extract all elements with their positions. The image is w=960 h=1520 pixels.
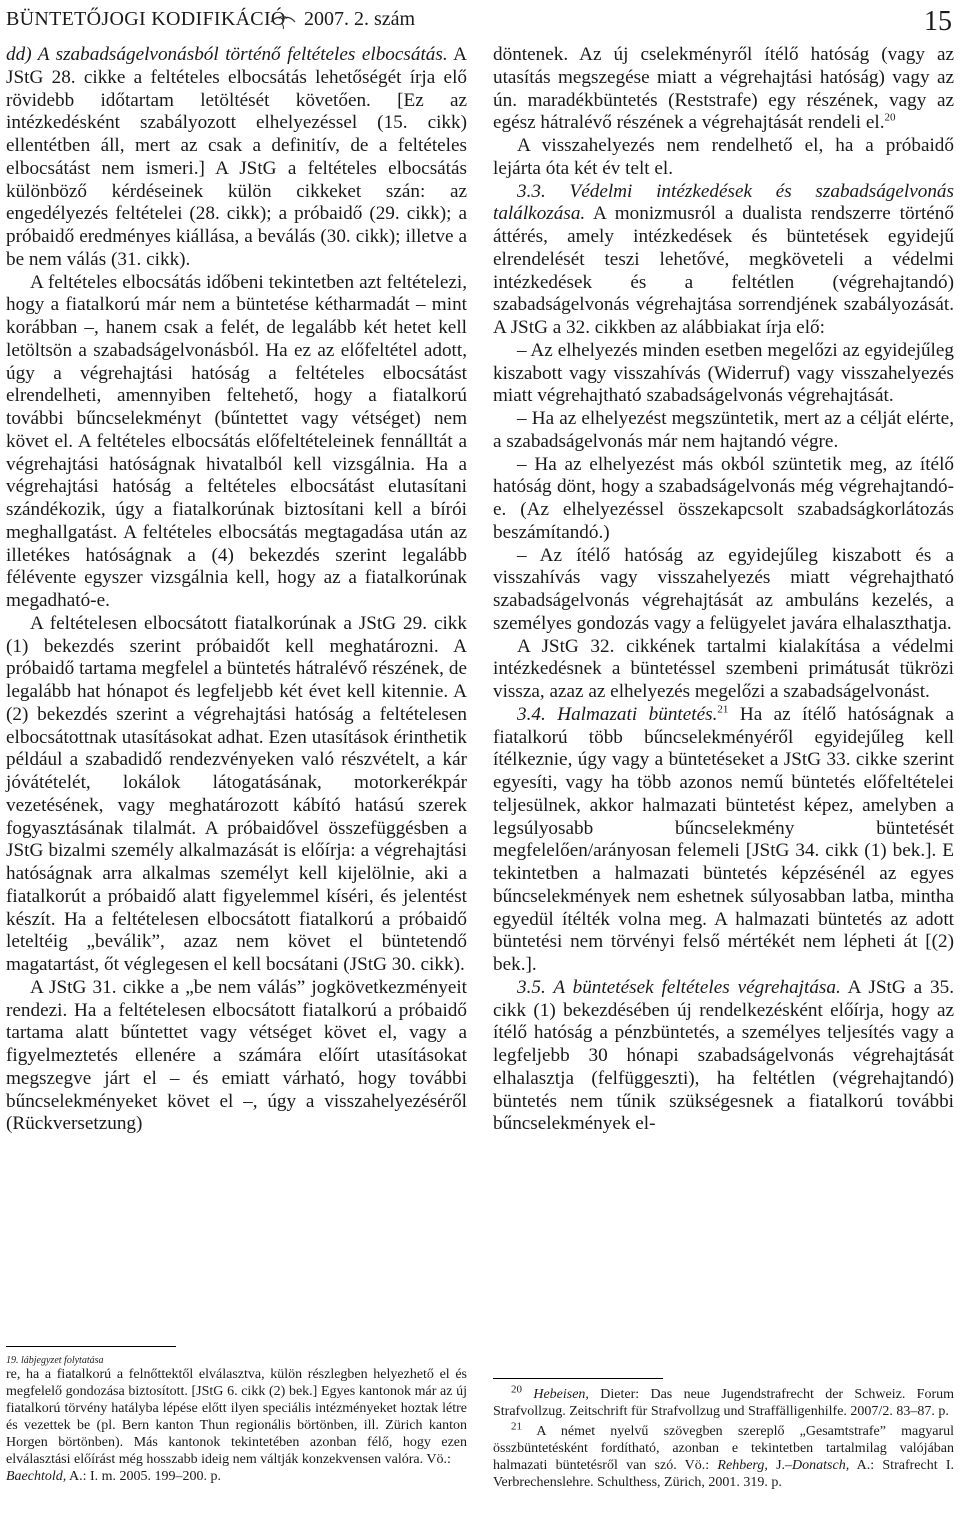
paragraph: A feltételes elbocsátás időbeni tekintetben azt feltételezi, hogy a fiatalkorú már nem a büntetése kétharmadát – mint korábban –, hanem csak a felét, de legalább két hetet kell letöltsön a szabadságelvonásból. Ha ez az előfeltétel adott, úgy a végrehajtási hatóság a feltételes elbocsátást elrendelheti, amennyiben feltehető, hogy a fiatalkorú további bűncselekményt (bűntettet vagy vétséget) nem követ el. A feltételes elbocsátás előfeltételeinek fennálltát a végrehajtási hatóságnak hivatalból kell vizsgálnia. Ha a végrehajtási hatóság a feltételes elbocsátást elutasítani szándékozik, úgy a fiatalkorúnak biztosítani kell a bírói meghallgatást. A feltételes elbocsátás megtagadása után az illetékes hatóságnak a (4) bekezdés szerint legalább félévente egyszer vizsgálnia kell, hogy az a fiatalkorúnak megadható-e. — [6, 271, 467, 611]
list-item: – Az ítélő hatóság az egyidejűleg kiszabott és a visszahívás vagy visszahelyezés miatt végrehajtható szabadságelvonás végrehajtását az ambuláns kezelés, a személyes gondozás vagy a felügyelet javára elhalaszthatja. — [493, 544, 954, 634]
section-heading: 3.3. Védelmi intézkedések és szabadságelvonás találkozása. — [493, 180, 954, 225]
paragraph: 3.4. Halmazati büntetés.$^{21}$ Ha az ítélő hatóságnak a fiatalkorú több bűncselekményéről egyidejűleg kell ítélkeznie, úgy vagy a büntetéseket a JStG 33. cikke szerint egyesíti, vagy ha több azonos nemű büntetés előfeltételei teljesülnek, akkor halmazati büntetést képez, amelyben a legsúlyosabb bűncselekmény büntetését megfelelően/arányosan felemeli [JStG 34. cikk (1) bek.]. E tekintetben a halmazati büntetés képzésénél az egyes bűncselekmények nem eshetnek súlyosabban latba, mintha egyedül ítélték volna meg. A halmazati büntetés az adott büntetési nem törvényi felső mértékét nem lépheti át [(2) bek.]. — [493, 703, 954, 975]
list-item: – Ha az elhelyezést más okból szüntetik meg, az ítélő hatóság dönt, hogy a szabadságelvonás még végrehajtandó-e. (Az elhelyezéssel összekapcsolt szabadságkorlátozás beszámítandó.) — [493, 453, 954, 543]
left-column — [6, 44, 467, 1136]
paragraph: 3.5. A büntetések feltételes végrehajtása. A JStG a 35. cikk (1) bekezdésében új rendelkezésként előírja, hogy az ítélő hatóság a pénzbüntetés, a személyes teljesítés vagy a legfeljebb 30 hónapi szabadságelvonás végrehajtását elhalasztja (felfüggeszti), ha feltétlen (végrehajtandó) büntetés nem tűnik szükségesnek a fiatalkorú további bűncselekmények el- — [493, 976, 954, 1135]
footnote-text: re, ha a fiatalkorú a felnőttektől elválasztva, külön részlegben helyezhető el és megfelelő gondozása biztosított. [JStG 6. cikk (2) bek.] Egyes kantonok már az új fiatalkorú törvény hatályba lépése előtt ilyen speciális intézményeket hoztak létre és vezettek be (pl. Bern kanton Thun regionális börtönben, ill. Zürich kanton Horgen börtönben). Más kantonok tekintetében azonban félő, hogy ezen elválasztási előírást még hosszabb ideig nem váltják konzekvensen valóra. Vö.: Baechtold, A.: I. m. 2005. 199–200. p. — [6, 1367, 467, 1484]
running-header — [6, 6, 952, 40]
paragraph: A JStG 32. cikkének tartalmi kialakítása a védelmi intézkedésnek a büntetéssel szembeni primátusát tükrözi vissza, azaz az elhelyezés megelőzi a szabadságelvonást. — [493, 635, 954, 702]
section-heading: 3.4. Halmazati büntetés. — [517, 703, 718, 725]
list-item: – Ha az elhelyezést megszüntetik, mert az a célját elérte, a szabadságelvonás már nem hajtandó végre. — [493, 408, 954, 452]
paragraph: A feltételesen elbocsátott fiatalkorúnak a JStG 29. cikk (1) bekezdés szerint próbaidőt kell meghatározni. A próbaidő tartama megfelel a büntetés hátralévő részének, de legalább hat hónapot és legfeljebb két évet kell kitennie. A (2) bekezdés szerint a végrehajtási hatóság a feltételesen elbocsátottnak utasításokat adhat. Ezen utasítások érinthetik például a szabadidő rendezvényeken való részvételt, a kár jóvátételét, lokálok látogatásának, motorkerékpár vezetésének, vagy meghatározott kábító hatású szerek fogyasztásának tilalmát. A próbaidővel összefüggésben a JStG bizalmi személy alkalmazását is előírja: a végrehajtási hatóságnak arra alkalmas személyt kell kijelölnie, aki a fiatalkorút a próbaidő alatt figyelemmel kíséri, és jelentést készít. Ha a feltételesen elbocsátott fiatalkorú a próbaidő leteltéig „beválik”, azaz nem követ el büntetendő magatartást, őt véglegesen el kell bocsátani (JStG 30. cikk). — [6, 612, 467, 975]
page-number: 15 — [924, 6, 952, 37]
paragraph: A visszahelyezés nem rendelhető el, ha a próbaidő lejárta óta két év telt el. — [493, 135, 954, 179]
leaf-ornament-icon — [270, 12, 296, 30]
footnote-ref: 20 — [884, 111, 896, 124]
footnote-continuation-label: 19. lábjegyzet folytatása — [6, 1355, 104, 1366]
footnote-divider-right — [493, 1378, 663, 1379]
section-heading: dd) A szabadságelvonásból történő feltételes elbocsátás. — [6, 44, 448, 65]
paragraph: döntenek. Az új cselekményről ítélő hatóság (vagy az utasítás megszegése miatt a végrehajtási hatóság) vagy az ún. maradékbüntetés (Reststrafe) egy részének, vagy az egész hátralévő részének a végrehajtását rendeli el.$^{20}$ — [493, 44, 954, 134]
paragraph: 3.3. Védelmi intézkedések és szabadságelvonás találkozása. A monizmusról a dualista rendszerre történő áttérés, amely intézkedések és büntetések egyidejű elrendelését teszi lehetővé, megköveteli a védelmi intézkedések és a feltétlen (végrehajtandó) szabadságelvonás végrehajtása sorrendjének szabályozását. A JStG a 32. cikkben az alábbiakat írja elő: — [493, 180, 954, 338]
paragraph: dd) A szabadságelvonásból történő feltételes elbocsátás. A JStG 28. cikke a feltételes elbocsátás lehetőségét írja elő rövidebb időtartam letöltését követően. [Ez az intézkedésként szabályozott elhelyezéssel (15. cikk) ellentétben áll, mert az csak a definitív, de a feltételes elbocsátást nem ismeri.] A JStG a feltételes elbocsátás különböző kérdéseinek külön cikkeket szán: az engedélyezés feltételei (28. cikk); a próbaidő (29. cikk); a próbaidő eredményes kiállása, a beválás (30. cikk); illetve a be nem válás (31. cikk). — [6, 44, 467, 270]
issue-date: 2007. 2. szám — [304, 8, 416, 30]
footnotes-right — [493, 1383, 955, 1491]
footnote-ref: 21 — [717, 703, 729, 716]
footnote-21: $^{21}$ A német nyelvű szövegben szereplő „Gesamtstrafe” magyarul összbüntetésként fordítható, azonban e tekintetben tartalmilag valójában halmazati büntetésről van szó. Vö.: Rehberg, J.–Donatsch, A.: Strafrecht I. Verbrechenslehre. Schulthess, Zürich, 2001. 319. p. — [493, 1420, 954, 1490]
journal-title: BÜNTETŐJOGI KODIFIKÁCIÓ — [6, 8, 286, 30]
right-column — [493, 44, 954, 1136]
footnote-20: $^{20}$ Hebeisen, Dieter: Das neue Jugendstrafrecht der Schweiz. Forum Strafvollzug. Zeitschrift für Strafvollzug und Straffälligenhilfe. 2007/2. 83–87. p. — [493, 1383, 955, 1419]
paragraph: A JStG 31. cikke a „be nem válás” jogkövetkezményeit rendezi. Ha a feltételesen elbocsátott fiatalkorú a próbaidő tartama alatt bűntettet vagy vétséget követ el, vagy a figyelmeztetés ellenére a számára előírt utasításokat megszegve járt el – és emiatt várható, hogy további bűncselekményeket követ el –, úgy a visszahelyezéséről (Rückversetzung) — [6, 976, 467, 1135]
footnote-continued — [6, 1355, 467, 1485]
section-heading: 3.5. A büntetések feltételes végrehajtása. — [517, 976, 841, 998]
list-item: – Az elhelyezés minden esetben megelőzi az egyidejűleg kiszabott vagy visszahívás (Widerruf) vagy visszahelyezés miatt végrehajtható szabadságelvonás végrehajtását. — [493, 339, 954, 407]
footnote-divider-left — [6, 1346, 176, 1347]
